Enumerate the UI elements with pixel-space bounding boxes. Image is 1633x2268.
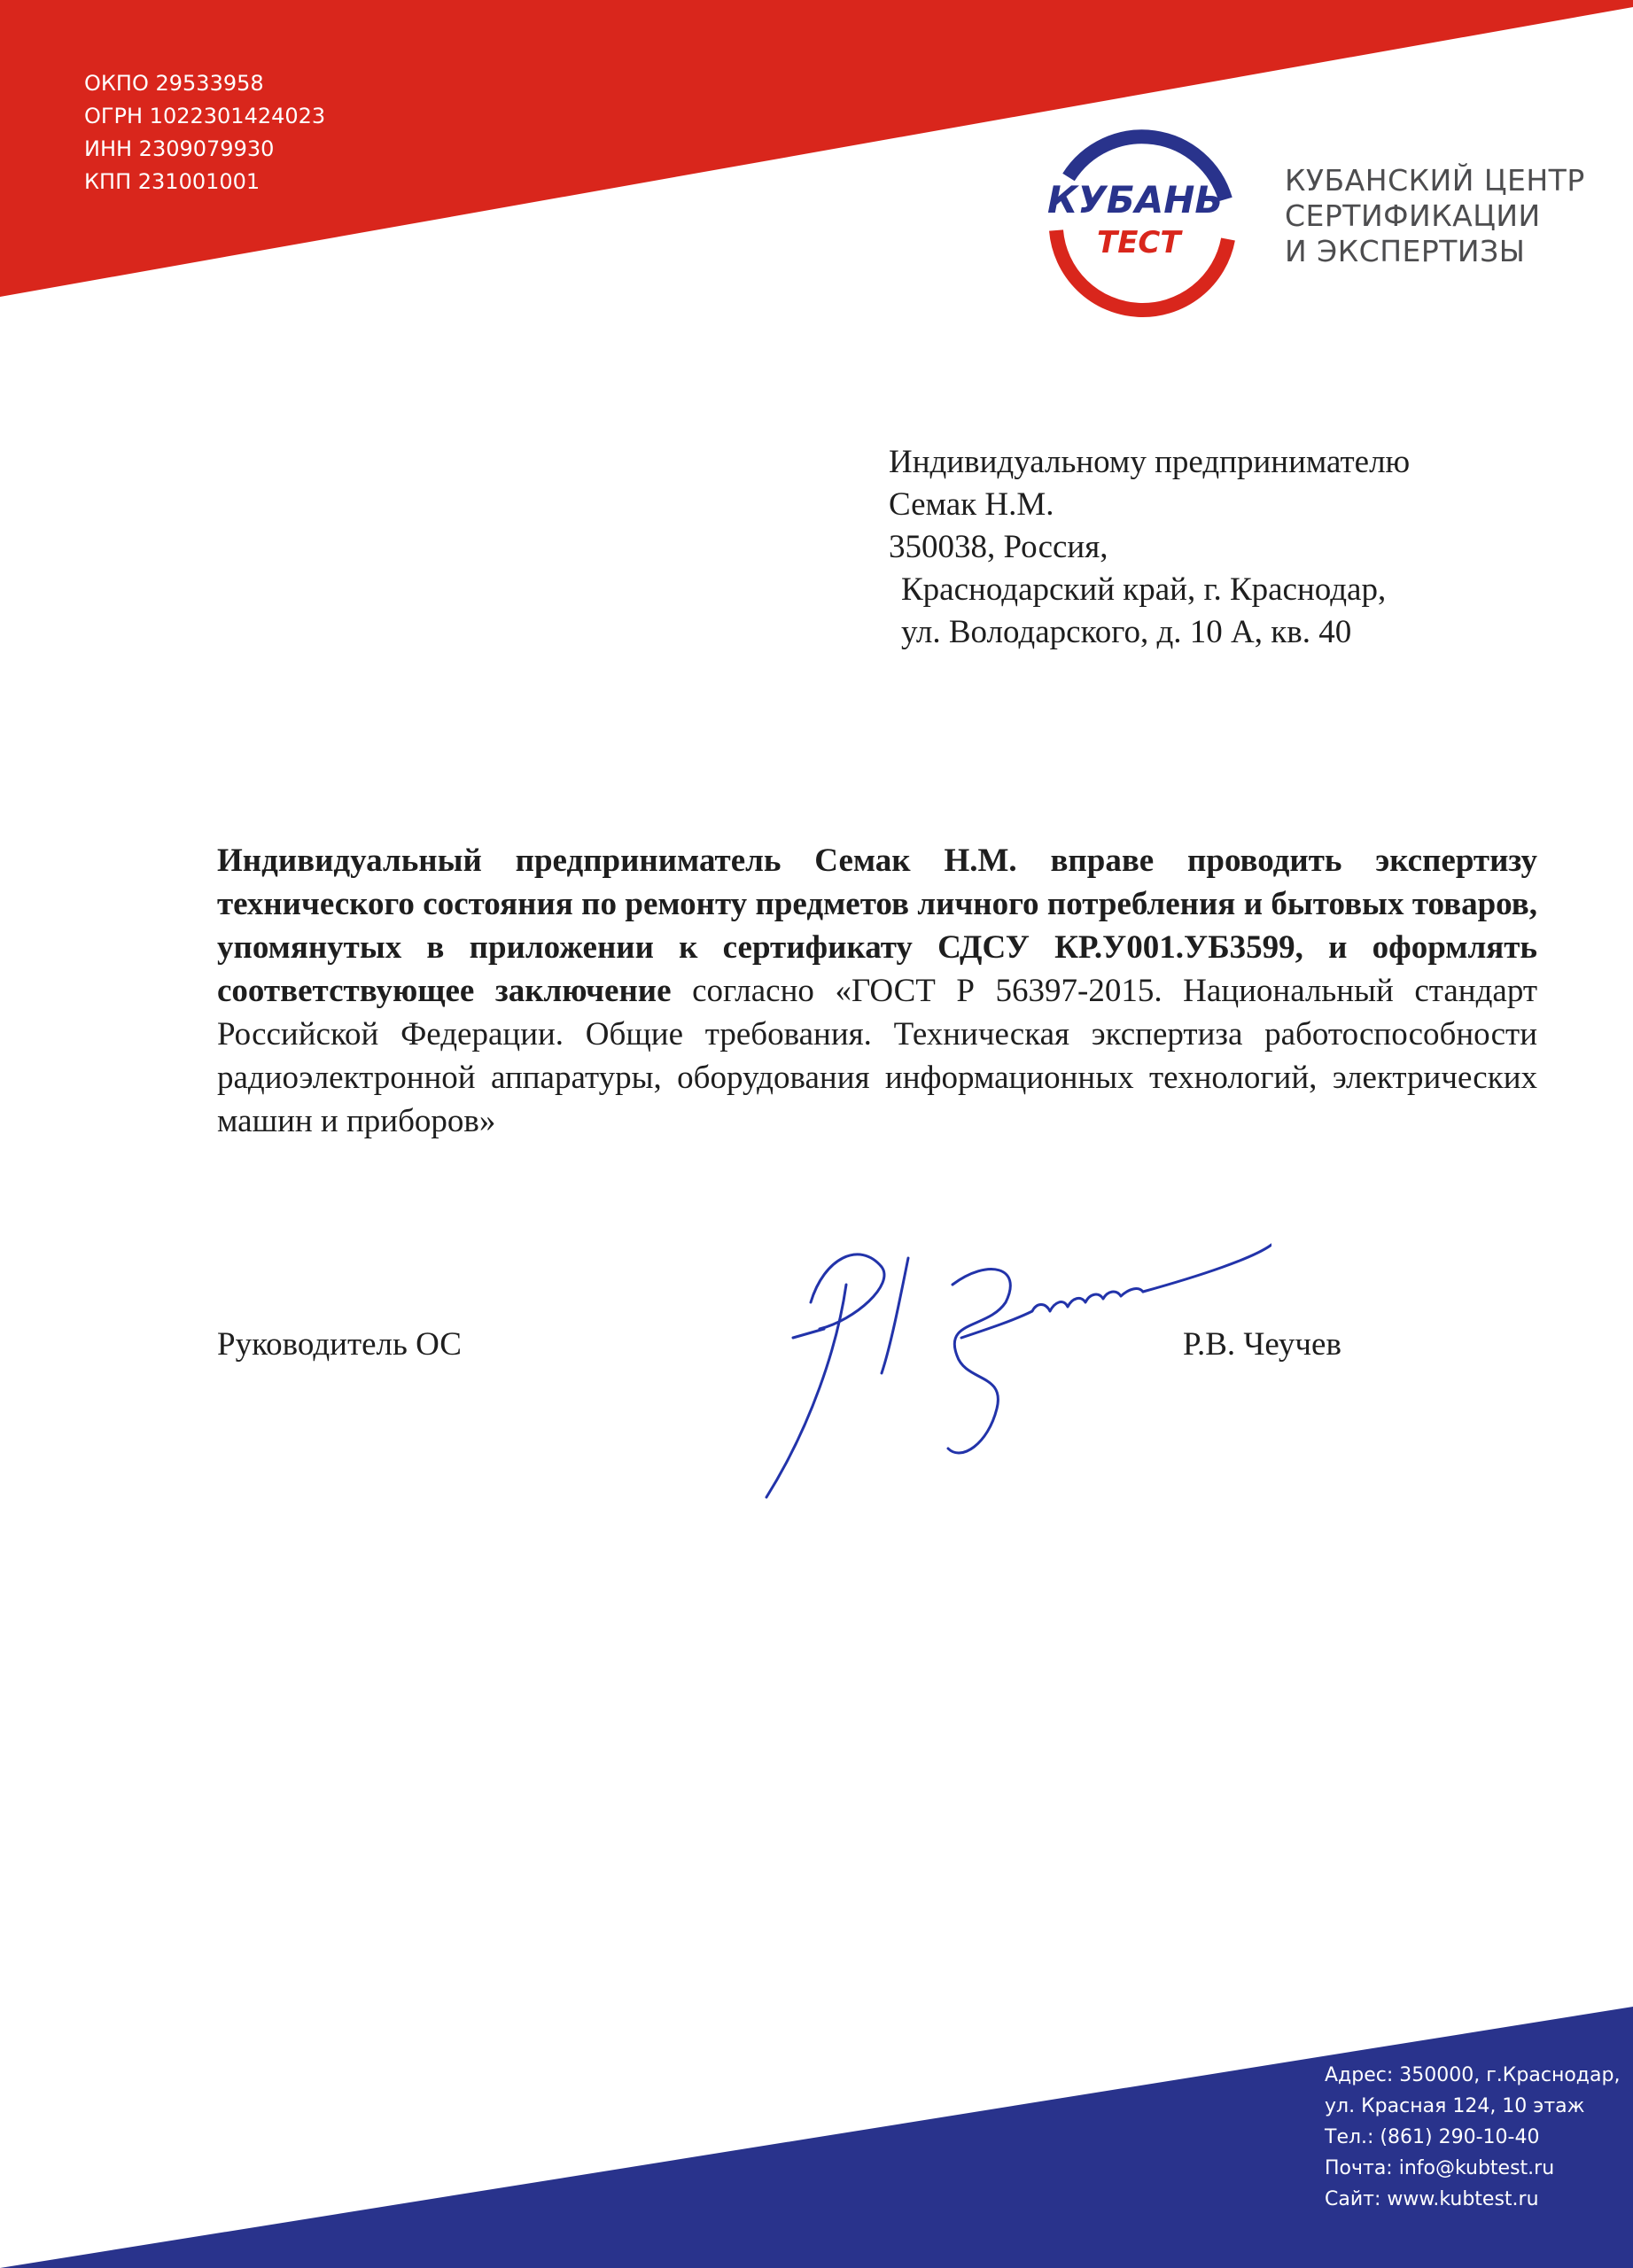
contact-email: Почта: info@kubtest.ru — [1325, 2157, 1555, 2179]
org-name-line: КУБАНСКИЙ ЦЕНТР — [1285, 163, 1585, 198]
addressee-street: ул. Володарского, д. 10 А, кв. 40 — [901, 614, 1352, 650]
body-standard-reference: согласно «ГОСТ Р 56397-2015. Национальный стандарт Российской Федерации. Общие требования. Техническая экспертиза работоспособности радиоэлектронной аппаратуры, оборудования информационных технологий, электрических машин и приборов» — [217, 973, 1538, 1139]
registration-info — [84, 67, 325, 198]
organization-name — [1285, 163, 1585, 269]
letter-body — [217, 839, 1537, 1143]
addressee-region: Краснодарский край, г. Краснодар, — [901, 571, 1387, 608]
addressee-block — [889, 441, 1410, 654]
ogrn-code: ОГРН 1022301424023 — [84, 104, 326, 128]
addressee-name: Семак Н.М. — [889, 486, 1054, 523]
kubantest-logo — [1035, 115, 1248, 328]
addressee-title: Индивидуальному предпринимателю — [889, 444, 1411, 480]
contact-website: Сайт: www.kubtest.ru — [1325, 2188, 1539, 2210]
contact-address: Адрес: 350000, г.Краснодар, — [1325, 2064, 1621, 2086]
contact-phone: Тел.: (861) 290-10-40 — [1325, 2126, 1540, 2148]
org-name-line: И ЭКСПЕРТИЗЫ — [1285, 234, 1526, 268]
okpo-code: ОКПО 29533958 — [84, 71, 264, 96]
body-bold-statement: Индивидуальный предприниматель Семак Н.М. вправе проводить экспертизу технического состояния по ремонту предметов личного потребления и бытовых товаров, упомянутых в приложении к сертификату СДСУ КР.У001.УБ3599, и оформлять соответствующее заключение — [217, 843, 1537, 1009]
contact-street: ул. Красная 124, 10 этаж — [1325, 2095, 1585, 2117]
signer-role: Руководитель ОС — [217, 1326, 462, 1363]
logo-bottom-word: ТЕСТ — [1097, 225, 1181, 260]
addressee-postal: 350038, Россия, — [889, 529, 1108, 565]
signer-name: Р.В. Чеучев — [1183, 1326, 1341, 1363]
org-name-line: СЕРТИФИКАЦИИ — [1285, 198, 1541, 233]
logo-top-word: КУБАНЬ — [1047, 178, 1224, 221]
footer-contacts — [1325, 2060, 1620, 2215]
kpp-code: КПП 231001001 — [84, 169, 261, 194]
inn-code: ИНН 2309079930 — [84, 136, 275, 161]
